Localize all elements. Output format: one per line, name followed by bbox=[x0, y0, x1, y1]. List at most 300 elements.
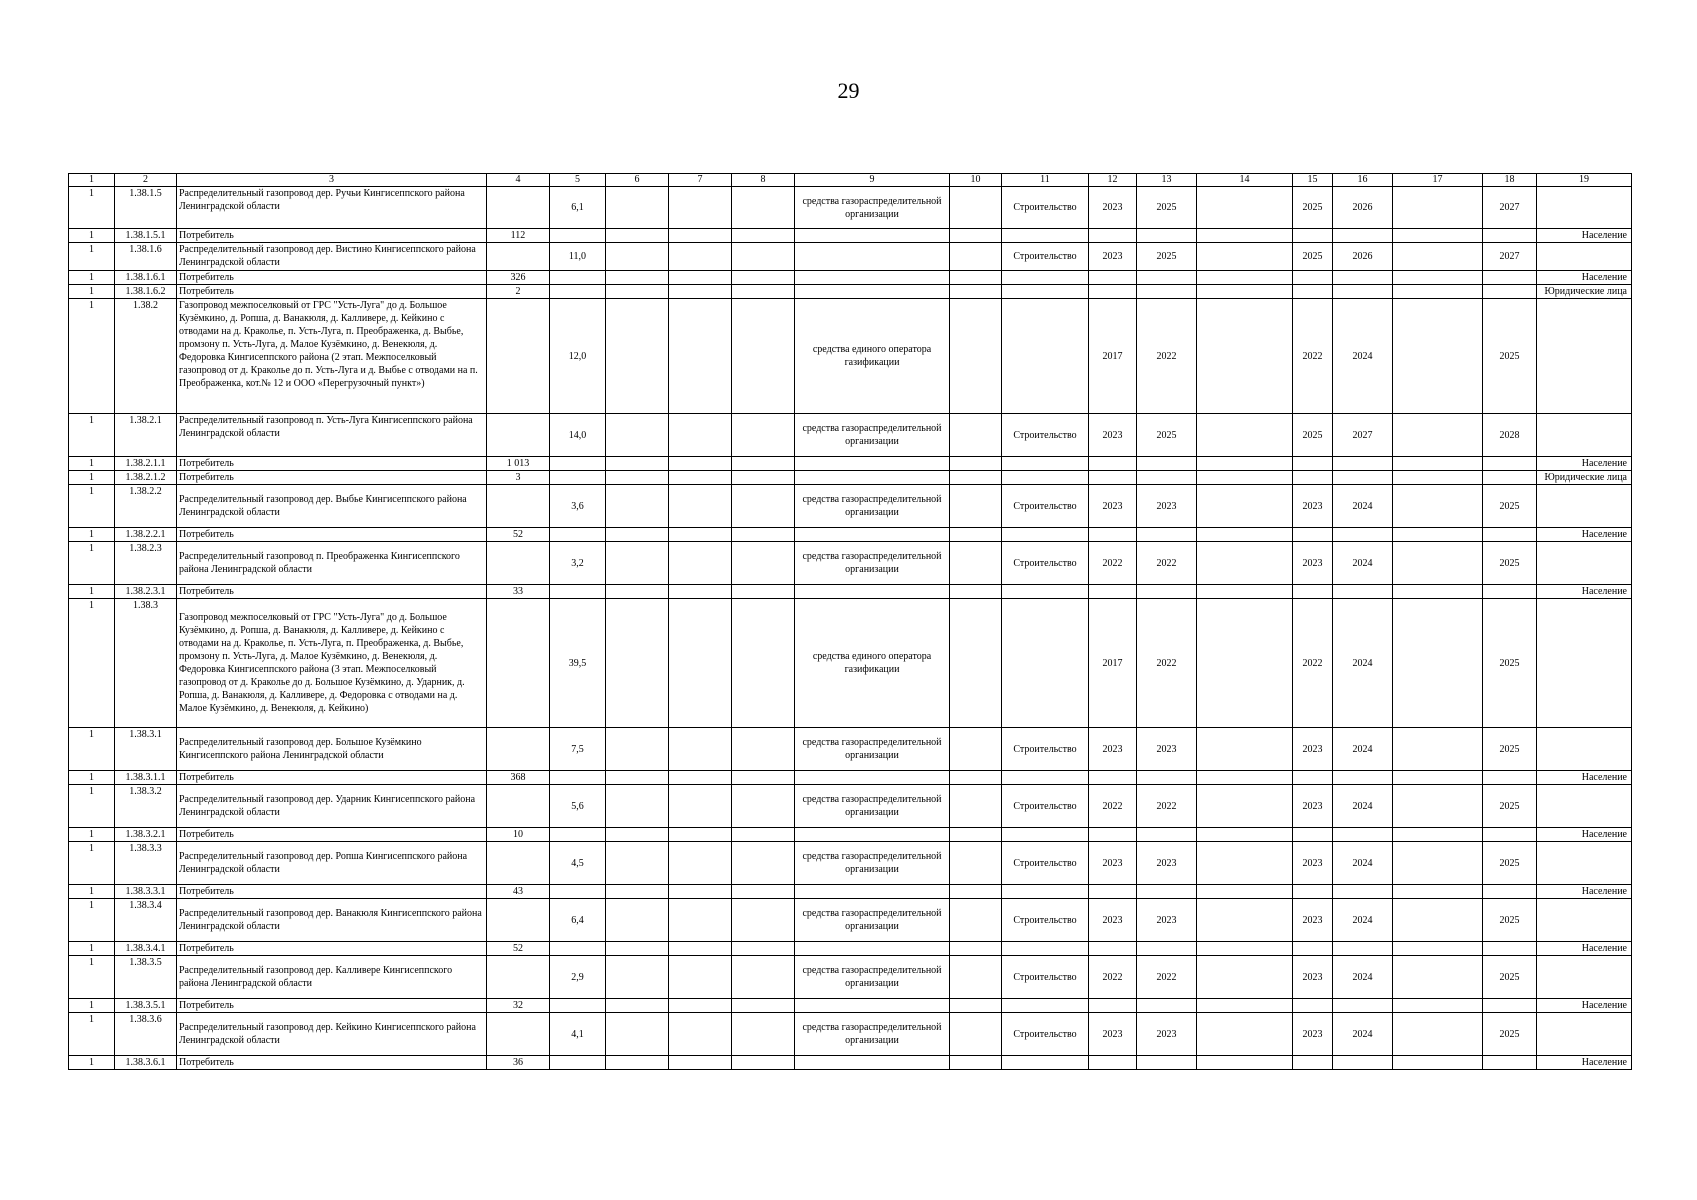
table-cell-col-8 bbox=[732, 528, 795, 542]
table-cell-col-18 bbox=[1483, 528, 1537, 542]
table-cell-col-5 bbox=[550, 457, 606, 471]
table-cell-col-2: 1.38.3.3 bbox=[115, 842, 177, 885]
table-cell-col-14 bbox=[1197, 728, 1293, 771]
table-cell-col-19 bbox=[1537, 899, 1632, 942]
table-cell-col-5: 4,1 bbox=[550, 1013, 606, 1056]
table-cell-col-3: Потребитель bbox=[177, 271, 487, 285]
table-cell-col-5 bbox=[550, 942, 606, 956]
table-cell-col-12: 2023 bbox=[1089, 485, 1137, 528]
table-cell-col-3: Потребитель bbox=[177, 229, 487, 243]
table-cell-col-8 bbox=[732, 828, 795, 842]
table-cell-col-11: Строительство bbox=[1002, 956, 1089, 999]
table-cell-col-8 bbox=[732, 599, 795, 728]
table-cell-col-3: Потребитель bbox=[177, 528, 487, 542]
table-cell-col-1: 1 bbox=[69, 942, 115, 956]
table-cell-col-8 bbox=[732, 1056, 795, 1070]
table-cell-col-11 bbox=[1002, 299, 1089, 414]
table-cell-col-8 bbox=[732, 956, 795, 999]
table-cell-col-18 bbox=[1483, 285, 1537, 299]
table-cell-col-7 bbox=[669, 229, 732, 243]
table-cell-col-16: 2024 bbox=[1333, 542, 1393, 585]
table-cell-col-11: Строительство bbox=[1002, 243, 1089, 271]
table-row bbox=[69, 942, 1632, 956]
table-cell-col-16 bbox=[1333, 771, 1393, 785]
table-cell-col-12: 2023 bbox=[1089, 187, 1137, 229]
table-cell-col-6 bbox=[606, 229, 669, 243]
table-row bbox=[69, 899, 1632, 942]
table-cell-col-10 bbox=[950, 785, 1002, 828]
table-cell-col-12: 2017 bbox=[1089, 599, 1137, 728]
table-cell-col-16 bbox=[1333, 999, 1393, 1013]
table-cell-col-16: 2027 bbox=[1333, 414, 1393, 457]
table-cell-col-3: Потребитель bbox=[177, 1056, 487, 1070]
table-cell-col-13 bbox=[1137, 528, 1197, 542]
table-cell-col-11 bbox=[1002, 1056, 1089, 1070]
table-row bbox=[69, 285, 1632, 299]
table-cell-col-13 bbox=[1137, 771, 1197, 785]
table-cell-col-8 bbox=[732, 585, 795, 599]
table-cell-col-7 bbox=[669, 271, 732, 285]
table-cell-col-8 bbox=[732, 187, 795, 229]
table-cell-col-4 bbox=[487, 243, 550, 271]
table-cell-col-3: Распределительный газопровод дер. Ручьи Кингисеппского района Ленинградской области bbox=[177, 187, 487, 229]
table-cell-col-17 bbox=[1393, 457, 1483, 471]
table-cell-col-6 bbox=[606, 842, 669, 885]
table-cell-col-16: 2024 bbox=[1333, 485, 1393, 528]
table-cell-col-4: 112 bbox=[487, 229, 550, 243]
table-row bbox=[69, 528, 1632, 542]
table-cell-col-6 bbox=[606, 485, 669, 528]
table-cell-col-5: 6,1 bbox=[550, 187, 606, 229]
table-cell-col-15 bbox=[1293, 457, 1333, 471]
table-cell-col-3: Потребитель bbox=[177, 999, 487, 1013]
table-cell-col-14 bbox=[1197, 828, 1293, 842]
table-cell-col-14 bbox=[1197, 187, 1293, 229]
table-cell-col-18: 2025 bbox=[1483, 1013, 1537, 1056]
table-cell-col-18: 2028 bbox=[1483, 414, 1537, 457]
table-cell-col-19 bbox=[1537, 414, 1632, 457]
table-cell-col-5 bbox=[550, 885, 606, 899]
table-cell-col-17 bbox=[1393, 299, 1483, 414]
table-cell-col-10 bbox=[950, 299, 1002, 414]
table-cell-col-19: Юридические лица bbox=[1537, 471, 1632, 485]
table-cell-col-2: 1.38.3.4 bbox=[115, 899, 177, 942]
table-cell-col-14 bbox=[1197, 485, 1293, 528]
table-cell-col-9 bbox=[795, 585, 950, 599]
table-cell-col-19: Население bbox=[1537, 457, 1632, 471]
table-cell-col-17 bbox=[1393, 285, 1483, 299]
table-cell-col-10 bbox=[950, 243, 1002, 271]
table-cell-col-8 bbox=[732, 728, 795, 771]
table-cell-col-10 bbox=[950, 471, 1002, 485]
table-cell-col-15 bbox=[1293, 942, 1333, 956]
table-cell-col-3: Распределительный газопровод п. Преображенка Кингисеппского района Ленинградской области bbox=[177, 542, 487, 585]
table-cell-col-15: 2023 bbox=[1293, 1013, 1333, 1056]
table-cell-col-13 bbox=[1137, 828, 1197, 842]
table-cell-col-15 bbox=[1293, 999, 1333, 1013]
table-cell-col-4: 52 bbox=[487, 528, 550, 542]
table-cell-col-3: Распределительный газопровод дер. Большое Кузёмкино Кингисеппского района Ленинградской области bbox=[177, 728, 487, 771]
table-cell-col-1: 1 bbox=[69, 299, 115, 414]
table-cell-col-15: 2023 bbox=[1293, 542, 1333, 585]
table-cell-col-19 bbox=[1537, 599, 1632, 728]
table-cell-col-8 bbox=[732, 471, 795, 485]
table-cell-col-17 bbox=[1393, 229, 1483, 243]
table-cell-col-3: Распределительный газопровод дер. Ванакюля Кингисеппского района Ленинградской области bbox=[177, 899, 487, 942]
column-number-13: 13 bbox=[1137, 174, 1197, 187]
table-cell-col-10 bbox=[950, 457, 1002, 471]
table-cell-col-13: 2022 bbox=[1137, 299, 1197, 414]
table-cell-col-2: 1.38.1.5 bbox=[115, 187, 177, 229]
table-cell-col-18 bbox=[1483, 999, 1537, 1013]
table-cell-col-11 bbox=[1002, 885, 1089, 899]
table-cell-col-17 bbox=[1393, 471, 1483, 485]
table-cell-col-18 bbox=[1483, 271, 1537, 285]
table-cell-col-5: 11,0 bbox=[550, 243, 606, 271]
table-row bbox=[69, 187, 1632, 229]
table-cell-col-1: 1 bbox=[69, 471, 115, 485]
table-cell-col-17 bbox=[1393, 899, 1483, 942]
table-cell-col-15 bbox=[1293, 1056, 1333, 1070]
table-row bbox=[69, 771, 1632, 785]
table-cell-col-11: Строительство bbox=[1002, 485, 1089, 528]
table-cell-col-2: 1.38.2.1.1 bbox=[115, 457, 177, 471]
table-cell-col-3: Распределительный газопровод дер. Калливере Кингисеппского района Ленинградской области bbox=[177, 956, 487, 999]
table-cell-col-10 bbox=[950, 899, 1002, 942]
table-cell-col-6 bbox=[606, 999, 669, 1013]
table-cell-col-15 bbox=[1293, 285, 1333, 299]
table-cell-col-14 bbox=[1197, 1013, 1293, 1056]
table-cell-col-12 bbox=[1089, 528, 1137, 542]
table-cell-col-2: 1.38.3.6 bbox=[115, 1013, 177, 1056]
table-cell-col-6 bbox=[606, 1013, 669, 1056]
table-cell-col-6 bbox=[606, 899, 669, 942]
table-row bbox=[69, 599, 1632, 728]
table-cell-col-12 bbox=[1089, 457, 1137, 471]
table-cell-col-7 bbox=[669, 885, 732, 899]
table-cell-col-11: Строительство bbox=[1002, 414, 1089, 457]
table-cell-col-2: 1.38.2.2 bbox=[115, 485, 177, 528]
table-cell-col-12: 2023 bbox=[1089, 842, 1137, 885]
table-row bbox=[69, 471, 1632, 485]
table-cell-col-14 bbox=[1197, 299, 1293, 414]
table-cell-col-6 bbox=[606, 599, 669, 728]
table-cell-col-9 bbox=[795, 229, 950, 243]
table-row bbox=[69, 956, 1632, 999]
table-cell-col-11 bbox=[1002, 585, 1089, 599]
table-cell-col-1: 1 bbox=[69, 956, 115, 999]
table-cell-col-8 bbox=[732, 229, 795, 243]
table-cell-col-9: средства газораспределительной организации bbox=[795, 728, 950, 771]
table-cell-col-13: 2023 bbox=[1137, 899, 1197, 942]
table-cell-col-18: 2025 bbox=[1483, 299, 1537, 414]
table-cell-col-14 bbox=[1197, 229, 1293, 243]
table-cell-col-2: 1.38.2.1.2 bbox=[115, 471, 177, 485]
table-cell-col-17 bbox=[1393, 942, 1483, 956]
column-number-4: 4 bbox=[487, 174, 550, 187]
table-cell-col-4: 368 bbox=[487, 771, 550, 785]
table-cell-col-13: 2023 bbox=[1137, 1013, 1197, 1056]
table-cell-col-5 bbox=[550, 771, 606, 785]
table-cell-col-14 bbox=[1197, 771, 1293, 785]
table-cell-col-4: 326 bbox=[487, 271, 550, 285]
table-cell-col-18: 2027 bbox=[1483, 187, 1537, 229]
table-cell-col-15: 2023 bbox=[1293, 785, 1333, 828]
table-cell-col-12: 2023 bbox=[1089, 414, 1137, 457]
column-number-11: 11 bbox=[1002, 174, 1089, 187]
table-cell-col-13: 2023 bbox=[1137, 842, 1197, 885]
table-cell-col-15: 2022 bbox=[1293, 299, 1333, 414]
table-cell-col-7 bbox=[669, 243, 732, 271]
table-cell-col-19 bbox=[1537, 956, 1632, 999]
table-row bbox=[69, 542, 1632, 585]
table-cell-col-14 bbox=[1197, 414, 1293, 457]
table-cell-col-8 bbox=[732, 542, 795, 585]
table-cell-col-19 bbox=[1537, 785, 1632, 828]
table-cell-col-7 bbox=[669, 842, 732, 885]
table-cell-col-7 bbox=[669, 542, 732, 585]
table-cell-col-1: 1 bbox=[69, 1013, 115, 1056]
table-cell-col-15: 2023 bbox=[1293, 956, 1333, 999]
table-cell-col-19: Население bbox=[1537, 885, 1632, 899]
table-cell-col-9 bbox=[795, 771, 950, 785]
table-cell-col-5: 6,4 bbox=[550, 899, 606, 942]
table-cell-col-16 bbox=[1333, 528, 1393, 542]
table-cell-col-1: 1 bbox=[69, 485, 115, 528]
table-cell-col-4 bbox=[487, 785, 550, 828]
table-cell-col-2: 1.38.3.2.1 bbox=[115, 828, 177, 842]
table-cell-col-1: 1 bbox=[69, 828, 115, 842]
table-cell-col-3: Потребитель bbox=[177, 457, 487, 471]
table-cell-col-19: Население bbox=[1537, 771, 1632, 785]
table-cell-col-10 bbox=[950, 271, 1002, 285]
table-cell-col-18: 2025 bbox=[1483, 599, 1537, 728]
table-cell-col-4 bbox=[487, 842, 550, 885]
column-number-6: 6 bbox=[606, 174, 669, 187]
table-cell-col-13: 2025 bbox=[1137, 243, 1197, 271]
table-cell-col-16: 2024 bbox=[1333, 728, 1393, 771]
table-cell-col-15 bbox=[1293, 528, 1333, 542]
table-cell-col-17 bbox=[1393, 785, 1483, 828]
table-cell-col-4: 33 bbox=[487, 585, 550, 599]
table-cell-col-10 bbox=[950, 1013, 1002, 1056]
table-cell-col-2: 1.38.3.4.1 bbox=[115, 942, 177, 956]
table-cell-col-10 bbox=[950, 285, 1002, 299]
table-cell-col-8 bbox=[732, 243, 795, 271]
table-cell-col-8 bbox=[732, 1013, 795, 1056]
table-cell-col-13: 2023 bbox=[1137, 485, 1197, 528]
table-cell-col-7 bbox=[669, 457, 732, 471]
table-cell-col-17 bbox=[1393, 187, 1483, 229]
table-cell-col-6 bbox=[606, 299, 669, 414]
table-cell-col-17 bbox=[1393, 542, 1483, 585]
table-cell-col-15: 2022 bbox=[1293, 599, 1333, 728]
table-cell-col-4: 36 bbox=[487, 1056, 550, 1070]
table-cell-col-15: 2025 bbox=[1293, 414, 1333, 457]
table-cell-col-10 bbox=[950, 956, 1002, 999]
column-number-1: 1 bbox=[69, 174, 115, 187]
table-cell-col-2: 1.38.1.6 bbox=[115, 243, 177, 271]
table-cell-col-11 bbox=[1002, 942, 1089, 956]
table-cell-col-4: 3 bbox=[487, 471, 550, 485]
table-cell-col-12 bbox=[1089, 999, 1137, 1013]
table-cell-col-4 bbox=[487, 899, 550, 942]
table-cell-col-6 bbox=[606, 414, 669, 457]
table-cell-col-12 bbox=[1089, 828, 1137, 842]
table-cell-col-1: 1 bbox=[69, 899, 115, 942]
table-body bbox=[69, 174, 1632, 1070]
table-cell-col-10 bbox=[950, 414, 1002, 457]
table-cell-col-16 bbox=[1333, 942, 1393, 956]
table-cell-col-14 bbox=[1197, 1056, 1293, 1070]
table-cell-col-13 bbox=[1137, 229, 1197, 243]
table-cell-col-10 bbox=[950, 485, 1002, 528]
table-cell-col-3: Потребитель bbox=[177, 471, 487, 485]
column-number-16: 16 bbox=[1333, 174, 1393, 187]
table-cell-col-15 bbox=[1293, 585, 1333, 599]
table-cell-col-5: 3,2 bbox=[550, 542, 606, 585]
table-cell-col-10 bbox=[950, 885, 1002, 899]
table-cell-col-1: 1 bbox=[69, 771, 115, 785]
table-cell-col-16 bbox=[1333, 271, 1393, 285]
table-cell-col-2: 1.38.1.6.1 bbox=[115, 271, 177, 285]
table-cell-col-3: Распределительный газопровод дер. Выбье Кингисеппского района Ленинградской области bbox=[177, 485, 487, 528]
table-cell-col-6 bbox=[606, 528, 669, 542]
table-row bbox=[69, 842, 1632, 885]
table-cell-col-17 bbox=[1393, 728, 1483, 771]
table-cell-col-3: Распределительный газопровод дер. Кейкино Кингисеппского района Ленинградской области bbox=[177, 1013, 487, 1056]
table-cell-col-13: 2025 bbox=[1137, 414, 1197, 457]
table-cell-col-11: Строительство bbox=[1002, 728, 1089, 771]
table-cell-col-7 bbox=[669, 728, 732, 771]
table-cell-col-19: Население bbox=[1537, 528, 1632, 542]
table-cell-col-6 bbox=[606, 942, 669, 956]
table-cell-col-15: 2025 bbox=[1293, 187, 1333, 229]
table-cell-col-15 bbox=[1293, 229, 1333, 243]
table-cell-col-2: 1.38.3.2 bbox=[115, 785, 177, 828]
table-cell-col-12: 2017 bbox=[1089, 299, 1137, 414]
table-cell-col-5 bbox=[550, 1056, 606, 1070]
table-cell-col-15: 2023 bbox=[1293, 899, 1333, 942]
table-cell-col-16: 2026 bbox=[1333, 243, 1393, 271]
table-cell-col-2: 1.38.3.1 bbox=[115, 728, 177, 771]
table-cell-col-5 bbox=[550, 471, 606, 485]
table-cell-col-4: 10 bbox=[487, 828, 550, 842]
table-cell-col-1: 1 bbox=[69, 528, 115, 542]
table-cell-col-12 bbox=[1089, 585, 1137, 599]
table-cell-col-1: 1 bbox=[69, 414, 115, 457]
table-cell-col-5 bbox=[550, 285, 606, 299]
table-cell-col-5: 7,5 bbox=[550, 728, 606, 771]
table-cell-col-7 bbox=[669, 899, 732, 942]
table-cell-col-14 bbox=[1197, 942, 1293, 956]
table-row bbox=[69, 1056, 1632, 1070]
table-cell-col-1: 1 bbox=[69, 229, 115, 243]
table-cell-col-17 bbox=[1393, 842, 1483, 885]
table-cell-col-13 bbox=[1137, 471, 1197, 485]
table-cell-col-19 bbox=[1537, 542, 1632, 585]
table-cell-col-8 bbox=[732, 771, 795, 785]
table-cell-col-16 bbox=[1333, 1056, 1393, 1070]
table-cell-col-3: Потребитель bbox=[177, 885, 487, 899]
table-cell-col-6 bbox=[606, 285, 669, 299]
table-cell-col-17 bbox=[1393, 585, 1483, 599]
gas-pipeline-table bbox=[68, 173, 1632, 1070]
table-cell-col-1: 1 bbox=[69, 243, 115, 271]
table-cell-col-9: средства газораспределительной организации bbox=[795, 956, 950, 999]
table-cell-col-12: 2023 bbox=[1089, 728, 1137, 771]
table-cell-col-13: 2022 bbox=[1137, 956, 1197, 999]
table-cell-col-6 bbox=[606, 828, 669, 842]
table-cell-col-10 bbox=[950, 728, 1002, 771]
table-cell-col-11 bbox=[1002, 457, 1089, 471]
table-cell-col-6 bbox=[606, 885, 669, 899]
table-cell-col-5: 4,5 bbox=[550, 842, 606, 885]
table-cell-col-5 bbox=[550, 999, 606, 1013]
table-cell-col-7 bbox=[669, 528, 732, 542]
table-cell-col-16: 2024 bbox=[1333, 842, 1393, 885]
table-cell-col-4 bbox=[487, 485, 550, 528]
table-cell-col-12: 2023 bbox=[1089, 899, 1137, 942]
table-cell-col-14 bbox=[1197, 528, 1293, 542]
table-cell-col-1: 1 bbox=[69, 542, 115, 585]
table-cell-col-5: 14,0 bbox=[550, 414, 606, 457]
table-cell-col-17 bbox=[1393, 828, 1483, 842]
table-cell-col-4 bbox=[487, 956, 550, 999]
table-cell-col-16: 2024 bbox=[1333, 299, 1393, 414]
table-cell-col-11 bbox=[1002, 771, 1089, 785]
table-cell-col-15: 2023 bbox=[1293, 728, 1333, 771]
table-cell-col-16 bbox=[1333, 457, 1393, 471]
table-cell-col-17 bbox=[1393, 771, 1483, 785]
table-cell-col-13 bbox=[1137, 457, 1197, 471]
table-cell-col-13 bbox=[1137, 585, 1197, 599]
table-cell-col-1: 1 bbox=[69, 457, 115, 471]
table-cell-col-7 bbox=[669, 999, 732, 1013]
table-cell-col-11 bbox=[1002, 828, 1089, 842]
table-cell-col-7 bbox=[669, 299, 732, 414]
table-cell-col-3: Газопровод межпоселковый от ГРС "Усть-Луга" до д. Большое Кузёмкино, д. Ропша, д. Ванакюля, д. Калливере, д. Кейкино с отводами на д. Краколье, п. Усть-Луга, п. Преображенка, д. Выбье, промзону п. Усть-Луга, д. Малое Кузёмкино, д. Венекюля, д. Федоровка Кингисеппского района (3 этап. Межпоселковый газопровод от д. Краколье до д. Большое Кузёмкино, д. Ударник, д. Ропша, д. Ванакюля, д. Калливере, д. Федоровка с отводами на д. Малое Кузёмкино, д. Венекюля, д. Кейкино) bbox=[177, 599, 487, 728]
table-cell-col-16: 2024 bbox=[1333, 1013, 1393, 1056]
table-cell-col-5 bbox=[550, 271, 606, 285]
table-cell-col-19 bbox=[1537, 1013, 1632, 1056]
table-cell-col-9: средства газораспределительной организации bbox=[795, 414, 950, 457]
table-cell-col-13: 2022 bbox=[1137, 785, 1197, 828]
table-cell-col-2: 1.38.2.2.1 bbox=[115, 528, 177, 542]
table-cell-col-5 bbox=[550, 528, 606, 542]
table-cell-col-18 bbox=[1483, 942, 1537, 956]
table-cell-col-12 bbox=[1089, 942, 1137, 956]
column-number-10: 10 bbox=[950, 174, 1002, 187]
table-cell-col-17 bbox=[1393, 1013, 1483, 1056]
table-cell-col-6 bbox=[606, 457, 669, 471]
table-cell-col-14 bbox=[1197, 243, 1293, 271]
table-cell-col-1: 1 bbox=[69, 728, 115, 771]
table-cell-col-2: 1.38.2.1 bbox=[115, 414, 177, 457]
table-row bbox=[69, 457, 1632, 471]
table-cell-col-5: 2,9 bbox=[550, 956, 606, 999]
table-cell-col-14 bbox=[1197, 285, 1293, 299]
table-cell-col-9 bbox=[795, 271, 950, 285]
table-cell-col-3: Потребитель bbox=[177, 942, 487, 956]
table-cell-col-2: 1.38.3.5 bbox=[115, 956, 177, 999]
table-cell-col-17 bbox=[1393, 999, 1483, 1013]
table-cell-col-16 bbox=[1333, 471, 1393, 485]
table-cell-col-5: 5,6 bbox=[550, 785, 606, 828]
table-cell-col-2: 1.38.3.6.1 bbox=[115, 1056, 177, 1070]
table-cell-col-18: 2025 bbox=[1483, 485, 1537, 528]
table-cell-col-6 bbox=[606, 585, 669, 599]
